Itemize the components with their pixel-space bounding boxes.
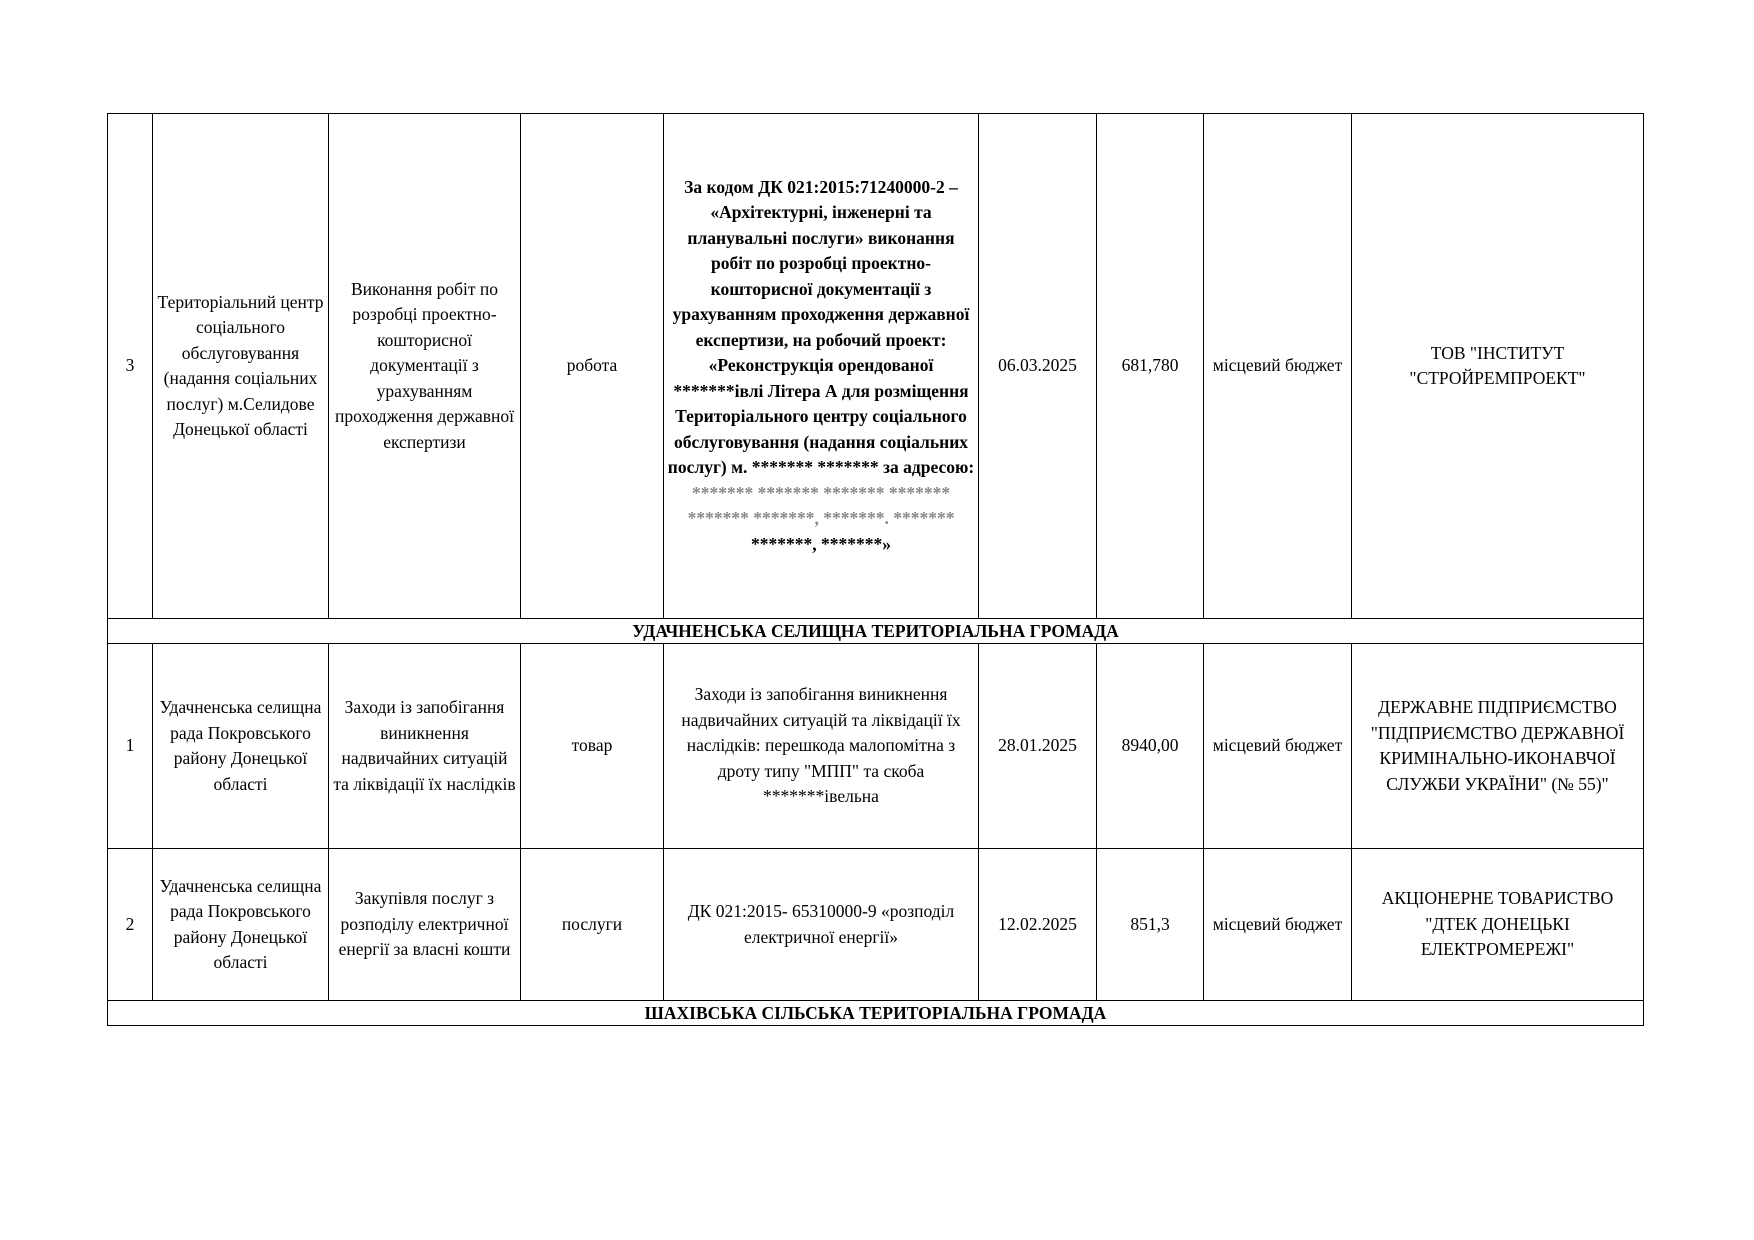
- amount-cell: 681,780: [1097, 114, 1204, 619]
- description-tail: *******, *******»: [751, 533, 891, 554]
- contractor-cell: ТОВ "ІНСТИТУТ "СТРОЙРЕМПРОЕКТ": [1352, 114, 1644, 619]
- subject-cell: Виконання робіт по розробці проектно-кошторисної документації з урахуванням проходження державної експертизи: [329, 114, 521, 619]
- amount-cell: 851,3: [1097, 849, 1204, 1001]
- row-number: 2: [108, 849, 153, 1001]
- section-header-row: [108, 1001, 1644, 1026]
- table-row: [108, 849, 1644, 1001]
- customer-cell: Удачненська селищна рада Покровського району Донецької області: [153, 849, 329, 1001]
- description-cell: ДК 021:2015- 65310000-9 «розподіл електричної енергії»: [664, 849, 979, 1001]
- section-title: ШАХІВСЬКА СІЛЬСЬКА ТЕРИТОРІАЛЬНА ГРОМАДА: [108, 1001, 1644, 1026]
- date-cell: 12.02.2025: [979, 849, 1097, 1001]
- date-cell: 06.03.2025: [979, 114, 1097, 619]
- row-number: 3: [108, 114, 153, 619]
- section-header-row: [108, 619, 1644, 644]
- table-row: [108, 644, 1644, 849]
- procurement-table: [107, 113, 1644, 1026]
- funding-source-cell: місцевий бюджет: [1204, 644, 1352, 849]
- customer-cell: Територіальний центр соціального обслуговування (надання соціальних послуг) м.Селидове Донецької області: [153, 114, 329, 619]
- redacted-address: ******* ******* ******* ******* ******* *******, *******. *******: [687, 482, 955, 529]
- date-cell: 28.01.2025: [979, 644, 1097, 849]
- row-number: 1: [108, 644, 153, 849]
- subject-cell: Закупівля послуг з розподілу електричної енергії за власні кошти: [329, 849, 521, 1001]
- subject-cell: Заходи із запобігання виникнення надвичайних ситуацій та ліквідації їх наслідків: [329, 644, 521, 849]
- contractor-cell: АКЦІОНЕРНЕ ТОВАРИСТВО "ДТЕК ДОНЕЦЬКІ ЕЛЕКТРОМЕРЕЖІ": [1352, 849, 1644, 1001]
- description-cell: [664, 114, 979, 619]
- customer-cell: Удачненська селищна рада Покровського району Донецької області: [153, 644, 329, 849]
- section-title: УДАЧНЕНСЬКА СЕЛИЩНА ТЕРИТОРІАЛЬНА ГРОМАДА: [108, 619, 1644, 644]
- procurement-type-cell: послуги: [521, 849, 664, 1001]
- funding-source-cell: місцевий бюджет: [1204, 849, 1352, 1001]
- description-cell: Заходи із запобігання виникнення надвичайних ситуацій та ліквідації їх наслідків: перешкода малопомітна з дроту типу "МПП" та скоба *******івельна: [664, 644, 979, 849]
- procurement-type-cell: товар: [521, 644, 664, 849]
- amount-cell: 8940,00: [1097, 644, 1204, 849]
- contractor-cell: ДЕРЖАВНЕ ПІДПРИЄМСТВО "ПІДПРИЄМСТВО ДЕРЖАВНОЇ КРИМІНАЛЬНО-ИКОНАВЧОЇ СЛУЖБИ УКРАЇНИ" (№ 55)": [1352, 644, 1644, 849]
- description-text: За кодом ДК 021:2015:71240000-2 – «Архітектурні, інженерні та планувальні послуги» виконання робіт по розробці проектно-кошторисної документації з урахуванням проходження державної експертизи, на робочий проект: «Реконструкція орендованої *******івлі Літера А для розміщення Територіального центру соціального обслуговування (надання соціальних послуг) м. ******* ******* за адресою:: [667, 176, 975, 478]
- procurement-type-cell: робота: [521, 114, 664, 619]
- table-row: [108, 114, 1644, 619]
- funding-source-cell: місцевий бюджет: [1204, 114, 1352, 619]
- procurement-table-page: [107, 113, 1643, 1026]
